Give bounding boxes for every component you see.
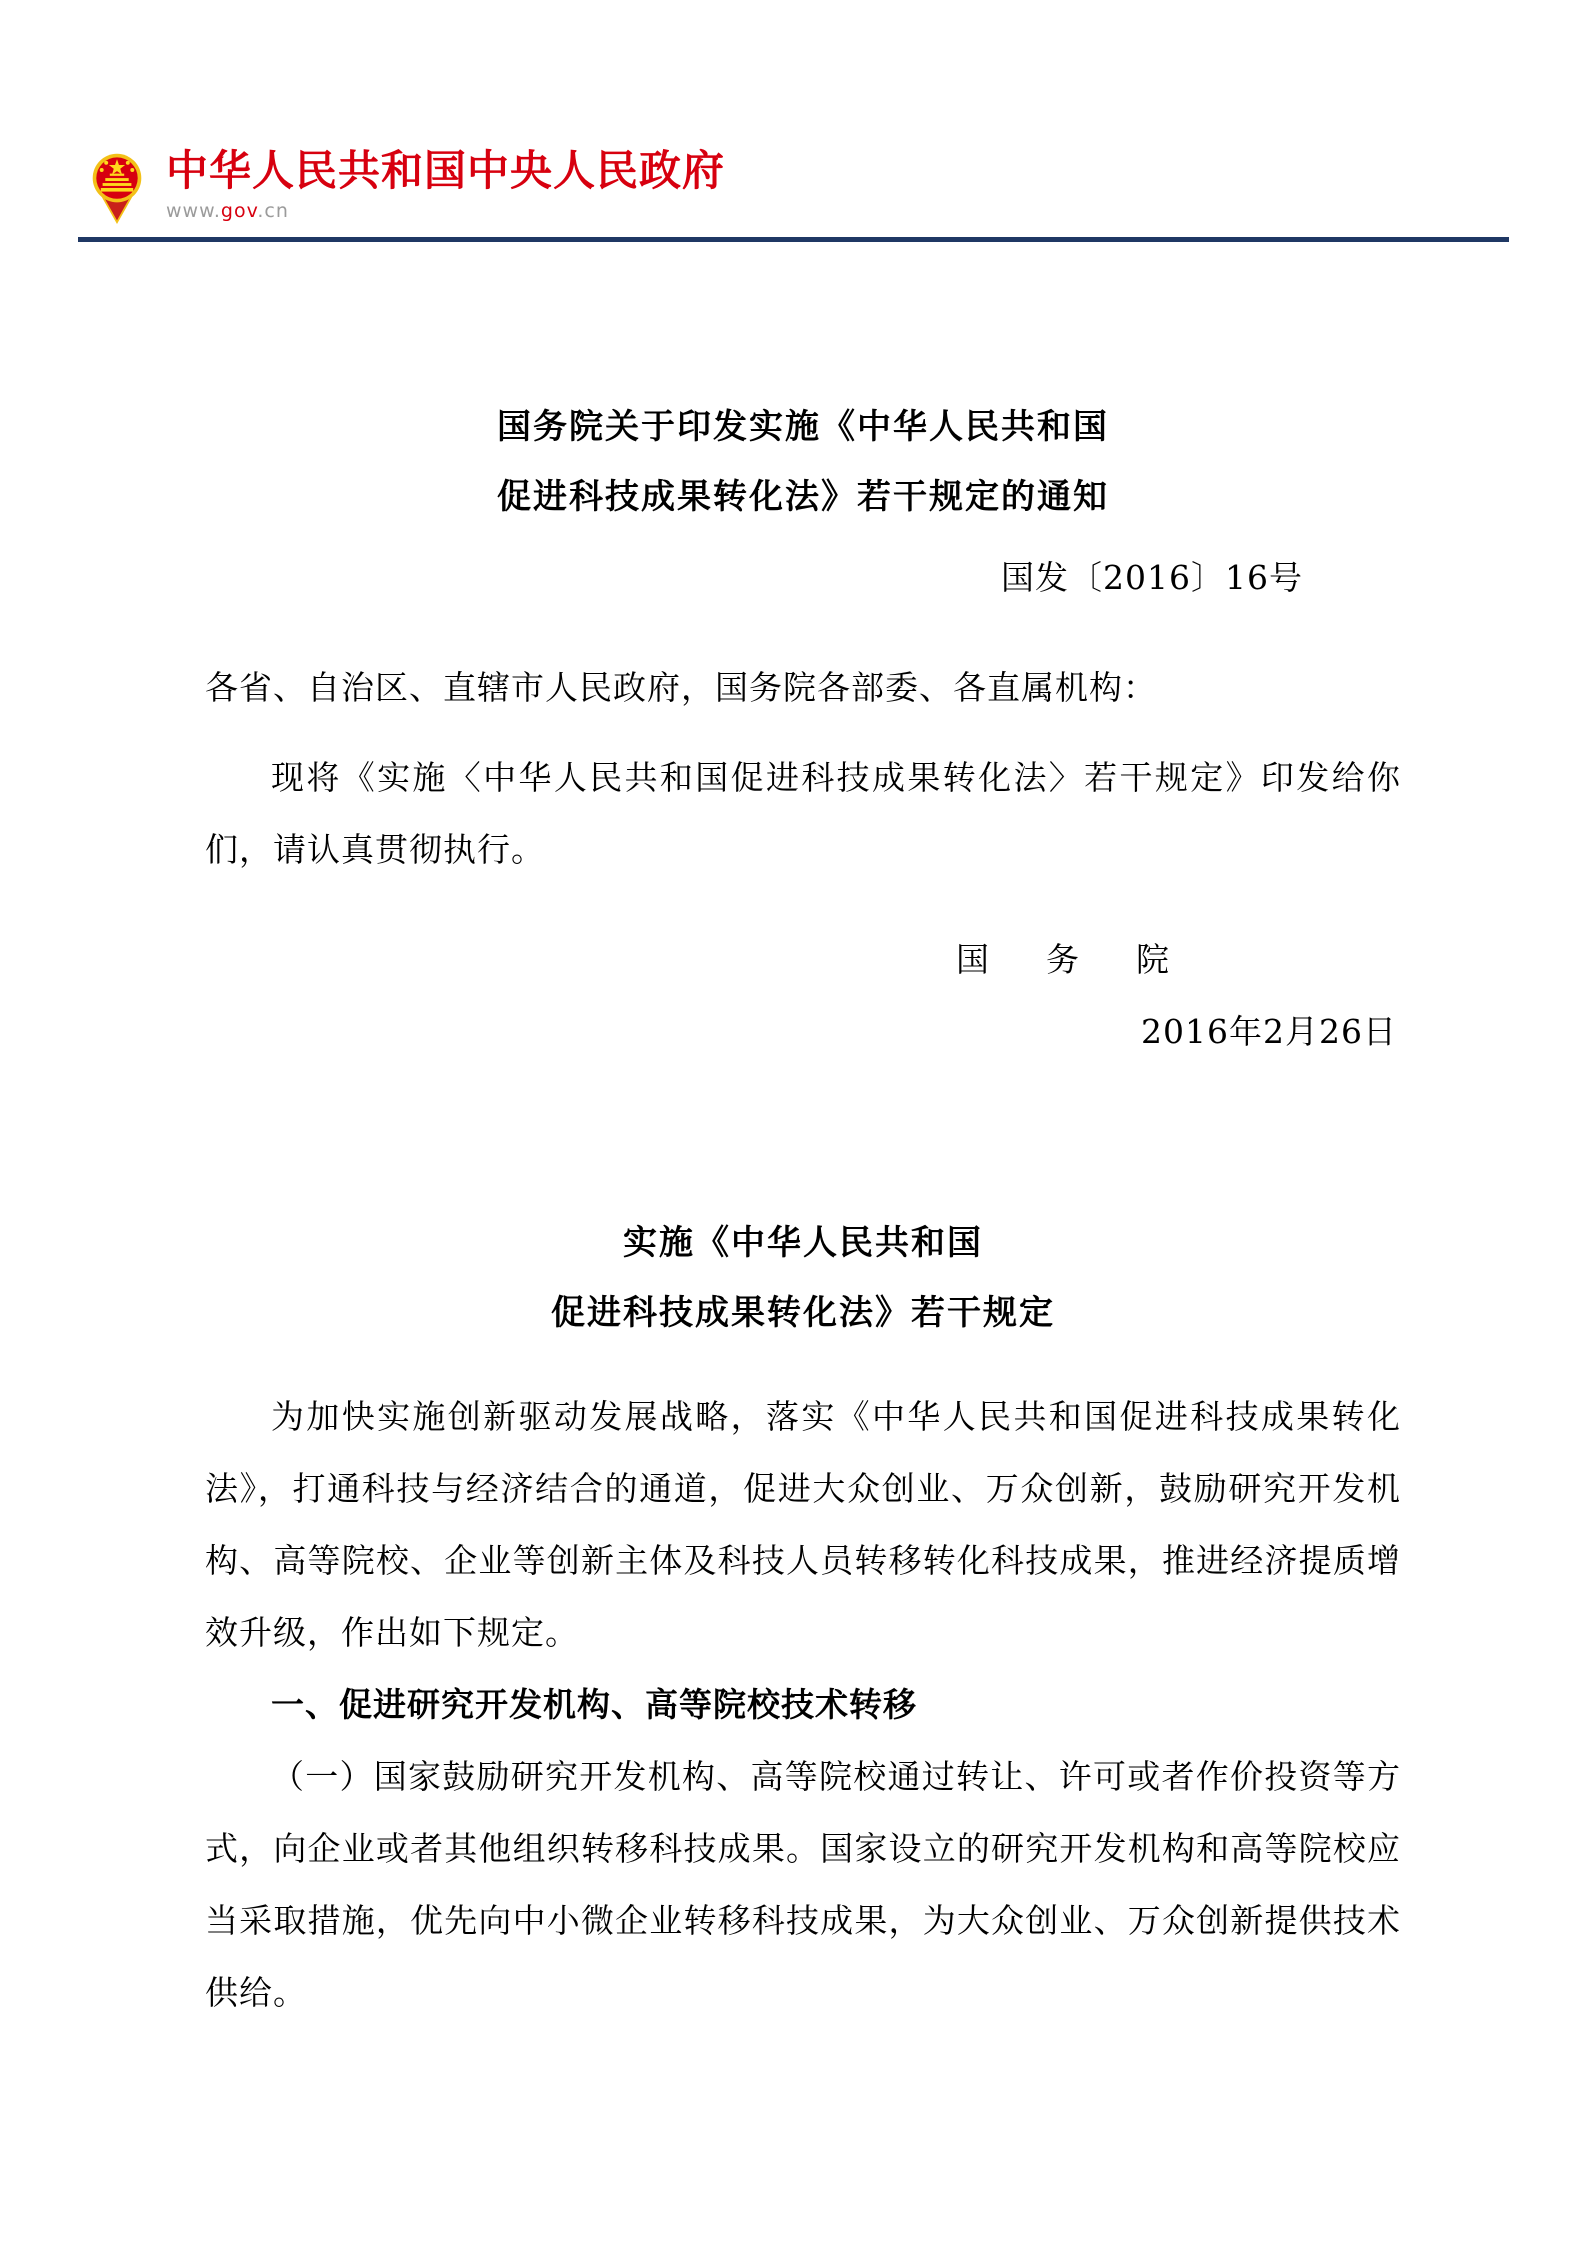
header-divider	[78, 237, 1509, 242]
intro-paragraph: 为加快实施创新驱动发展战略，落实《中华人民共和国促进科技成果转化法》，打通科技与经济结合的通道，促进大众创业、万众创新，鼓励研究开发机构、高等院校、企业等创新主体及科技人员转移转化科技成果，推进经济提质增效升级，作出如下规定。	[205, 1397, 1401, 1652]
subdocument-title-line-1: 实施《中华人民共和国	[623, 1223, 983, 1263]
document-body	[205, 392, 1401, 2029]
document-number: 国发〔2016〕16号	[1001, 558, 1303, 597]
gov-home-link[interactable]	[90, 148, 1587, 228]
document-title-line-2: 促进科技成果转化法》若干规定的通知	[497, 477, 1109, 517]
gov-site-header	[0, 0, 1587, 242]
brand-text	[166, 148, 725, 223]
sign-date: 2016年2月26日	[1141, 1012, 1397, 1051]
salutation: 各省、自治区、直辖市人民政府，国务院各部委、各直属机构：	[205, 668, 1157, 707]
site-url-cn: .cn	[257, 200, 289, 222]
subdocument-title	[205, 1208, 1401, 1348]
section-1-item-1: （一）国家鼓励研究开发机构、高等院校通过转让、许可或者作价投资等方式，向企业或者其他组织转移科技成果。国家设立的研究开发机构和高等院校应当采取措施，优先向中小微企业转移科技成果，为大众创业、万众创新提供技术供给。	[205, 1757, 1401, 2012]
signer: 国 务 院	[956, 940, 1181, 979]
section-1-heading: 一、促进研究开发机构、高等院校技术转移	[271, 1685, 917, 1724]
subdocument-title-line-2: 促进科技成果转化法》若干规定	[551, 1293, 1055, 1333]
notice-paragraph: 现将《实施〈中华人民共和国促进科技成果转化法〉若干规定》印发给你们，请认真贯彻执行。	[205, 758, 1401, 869]
document-title	[205, 392, 1401, 532]
site-url-gov: gov	[220, 200, 258, 222]
site-url	[166, 199, 725, 223]
site-name: 中华人民共和国中央人民政府	[166, 146, 726, 195]
document-title-line-1: 国务院关于印发实施《中华人民共和国	[497, 407, 1109, 447]
site-url-www: www.	[166, 200, 221, 222]
prc-national-emblem-icon	[90, 148, 144, 228]
